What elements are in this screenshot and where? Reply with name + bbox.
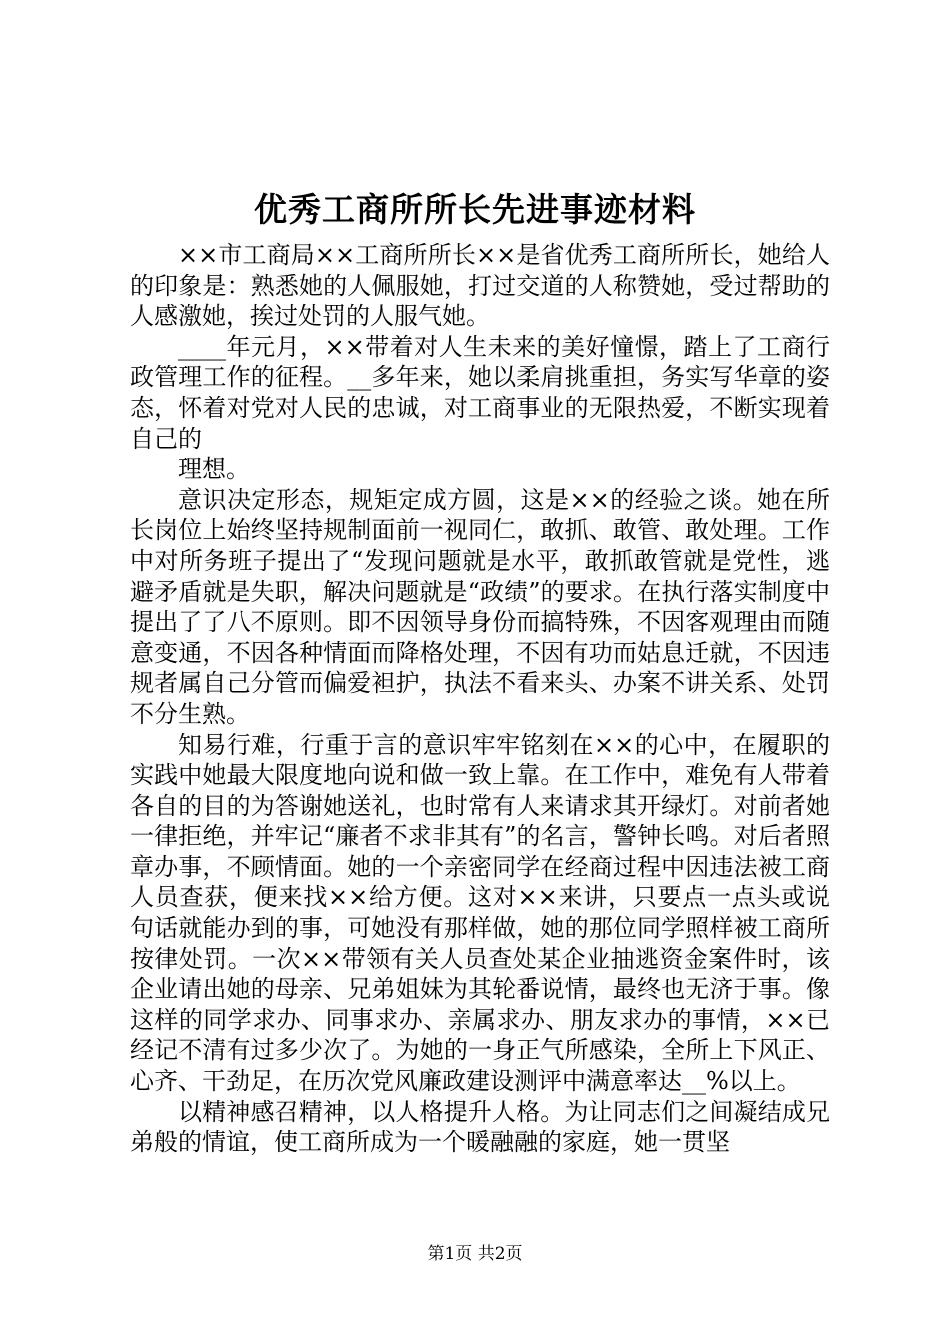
paragraph: ××市工商局××工商所所长××是省优秀工商所所长，她给人的印象是：熟悉她的人佩服她，打过交道的人称赞她，受过帮助的人感激她，挨过处罚的人服气她。 [130,241,830,331]
document-body [130,240,830,1158]
paragraph: ____年元月，××带着对人生未来的美好憧憬，踏上了工商行政管理工作的征程。__多年来，她以柔肩挑重担，务实写华章的姿态，怀着对党对人民的忠诚，对工商事业的无限热爱，不断实现着自己的 [130,332,830,453]
paragraph: 知易行难，行重于言的意识牢牢铭刻在××的心中，在履职的实践中她最大限度地向说和做一致上靠。在工作中，难免有人带着各自的目的为答谢她送礼，也时常有人来请求其开绿灯。对前者她一律拒绝，并牢记“廉者不求非其有”的名言，警钟长鸣。对后者照章办事，不顾情面。她的一个亲密同学在经商过程中因违法被工商人员查获，便来找××给方便。这对××来讲，只要点一点头或说句话就能办到的事，可她没有那样做，她的那位同学照样被工商所按律处罚。一次××带领有关人员查处某企业抽逃资金案件时，该企业请出她的母亲、兄弟姐妹为其轮番说情，最终也无济于事。像这样的同学求办、同事求办、亲属求办、朋友求办的事情，××已经记不清有过多少次了。为她的一身正气所感染，全所上下风正、心齐、干劲足，在历次党风廉政建设测评中满意率达__%以上。 [130,730,830,1096]
document-title: 优秀工商所所长先进事迹材料 [254,190,696,229]
paragraph: 意识决定形态，规矩定成方圆，这是××的经验之谈。她在所长岗位上始终坚持规制面前一视同仁，敢抓、敢管、敢处理。工作中对所务班子提出了“发现问题就是水平，敢抓敢管就是党性，逃避矛盾就是失职，解决问题就是“政绩”的要求。在执行落实制度中提出了了八不原则。即不因领导身份而搞特殊，不因客观理由而随意变通，不因各种情面而降格处理，不因有功而姑息迁就，不因违规者属自己分管而偏爱袒护，执法不看来头、办案不讲关系、处罚不分生熟。 [130,485,830,728]
paragraph: 以精神感召精神，以人格提升人格。为让同志们之间凝结成兄弟般的情谊，使工商所成为一个暖融融的家庭，她一贯坚 [130,1097,830,1157]
page-footer: 第1页 共2页 [427,1244,523,1264]
paragraph: 理想。 [178,455,250,484]
